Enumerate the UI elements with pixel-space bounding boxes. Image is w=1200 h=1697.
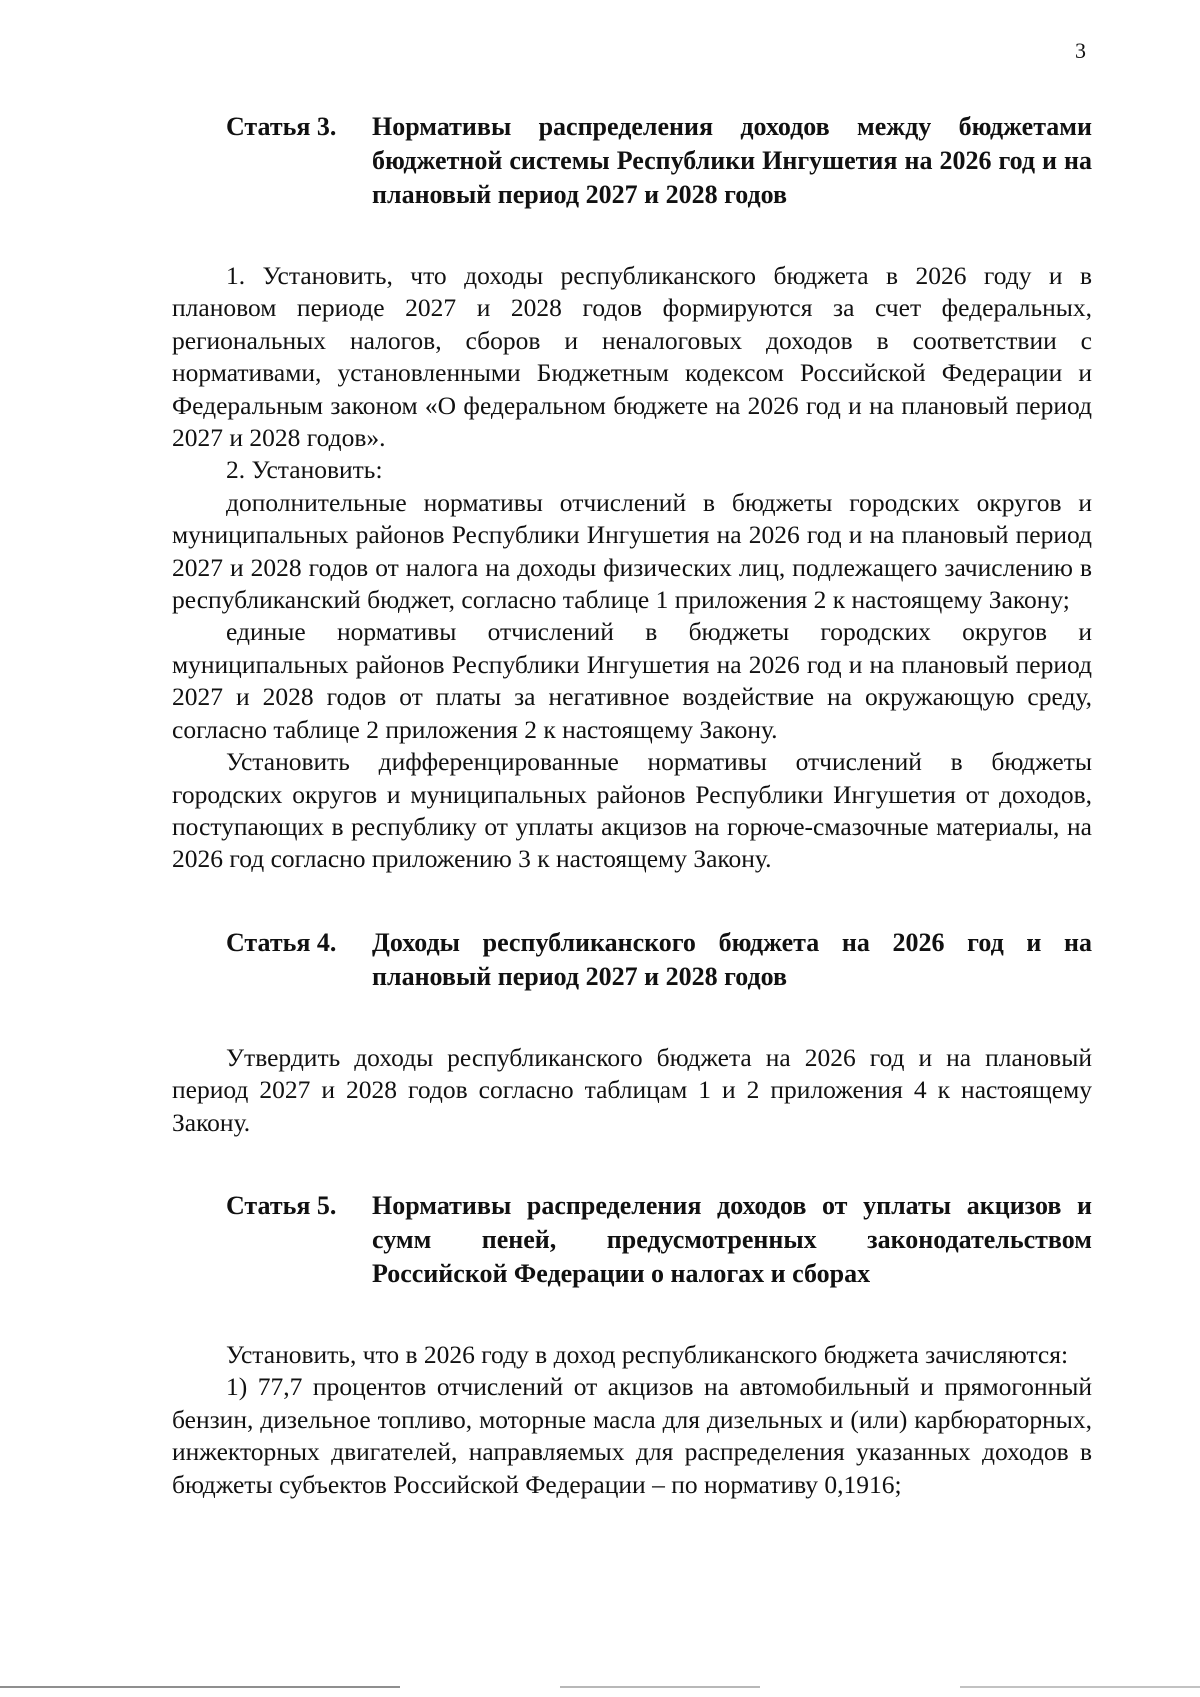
article-4-number: Статья 4. bbox=[226, 927, 337, 957]
article-3-heading bbox=[226, 110, 1092, 212]
article-5-paragraph: 1) 77,7 процентов отчислений от акцизов на автомобильный и прямогонный бензин, дизельное топливо, моторные масла для дизельных и (или) карбюраторных, инжекторных двигателей, направляемых для распределения указанных доходов в бюджеты субъектов Российской Федерации – по нормативу 0,1916; bbox=[172, 1372, 1092, 1499]
page-number: 3 bbox=[1075, 38, 1086, 63]
article-3-paragraph: Установить дифференцированные нормативы отчислений в бюджеты городских округов и муниципальных районов Республики Ингушетия от доходов, поступающих в республику от уплаты акцизов на горюче-смазочные материалы, на 2026 год согласно приложению 3 к настоящему Закону. bbox=[172, 747, 1092, 874]
article-5-title: Нормативы распределения доходов от уплаты акцизов и сумм пеней, предусмотренных законодательством Российской Федерации о налогах и сборах bbox=[372, 1190, 1092, 1288]
scan-edge-line bbox=[0, 1686, 1200, 1688]
article-5-number: Статья 5. bbox=[226, 1190, 337, 1220]
article-4-title: Доходы республиканского бюджета на 2026 год и на плановый период 2027 и 2028 годов bbox=[372, 927, 1092, 991]
article-3-number: Статья 3. bbox=[226, 112, 337, 141]
article-3-paragraph: 1. Установить, что доходы республиканского бюджета в 2026 году и в плановом периоде 2027 и 2028 годов формируются за счет федеральных, региональных налогов, сборов и неналоговых доходов в соответствии с нормативами, установленными Бюджетным кодексом Российской Федерации и Федеральным законом «О федеральном бюджете на 2026 год и на плановый период 2027 и 2028 годов». bbox=[172, 261, 1092, 453]
article-3-paragraph: дополнительные нормативы отчислений в бюджеты городских округов и муниципальных районов Республики Ингушетия на 2026 год и на плановый период 2027 и 2028 годов от налога на доходы физических лиц, подлежащего зачислению в республиканский бюджет, согласно таблице 1 приложения 2 к настоящему Закону; bbox=[172, 487, 1092, 615]
article-5-heading bbox=[226, 1189, 1092, 1291]
article-3-paragraph: 2. Установить: bbox=[226, 455, 383, 485]
article-3-title: Нормативы распределения доходов между бюджетами бюджетной системы Республики Ингушетия на 2026 год и на плановый период 2027 и 2028 годов bbox=[372, 112, 1092, 209]
article-4-heading bbox=[226, 926, 1092, 994]
article-4-paragraph: Утвердить доходы республиканского бюджета на 2026 год и на плановый период 2027 и 2028 годов согласно таблицам 1 и 2 приложения 4 к настоящему Закону. bbox=[172, 1042, 1092, 1137]
article-5-paragraph: Установить, что в 2026 году в доход республиканского бюджета зачисляются: bbox=[226, 1339, 1069, 1369]
article-3-paragraph: единые нормативы отчислений в бюджеты городских округов и муниципальных районов Республики Ингушетия на 2026 год и на плановый период 2027 и 2028 годов от платы за негативное воздействие на окружающую среду, согласно таблице 2 приложения 2 к настоящему Закону. bbox=[172, 617, 1092, 744]
document-body bbox=[172, 110, 1092, 1501]
